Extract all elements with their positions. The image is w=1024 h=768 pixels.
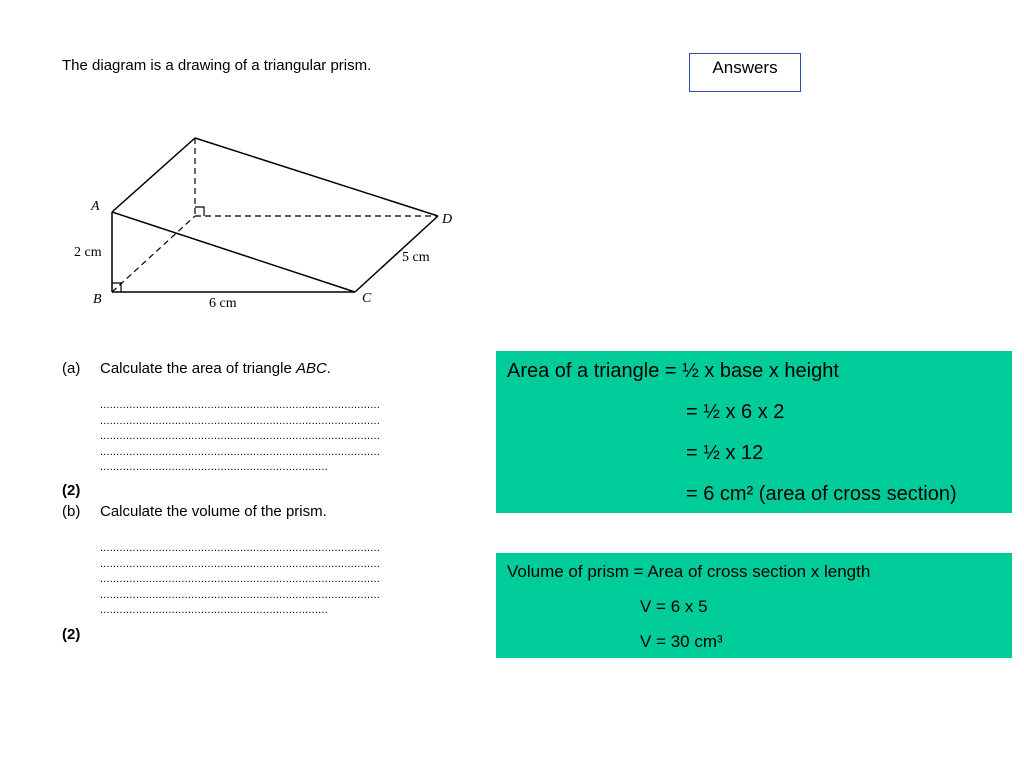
hidden-edge-base <box>112 216 195 292</box>
answer-line: ...................................................................................... <box>100 573 381 585</box>
answer-line: ...................................................................................... <box>100 430 381 442</box>
answer-a-line-3: = ½ x 12 <box>686 442 764 464</box>
question-a-text-end: . <box>326 360 331 377</box>
question-b-number: (b) <box>62 503 81 520</box>
intro-text: The diagram is a drawing of a triangular prism. <box>62 57 372 74</box>
answer-line: ...................................................................................... <box>100 557 381 570</box>
label-b: B <box>93 292 102 307</box>
question-a-number: (a) <box>62 360 81 377</box>
edge-top-left <box>112 138 195 212</box>
right-angle-back-marker <box>195 207 204 216</box>
answer-b-line-1: Volume of prism = Area of cross section x length <box>507 562 871 581</box>
answer-line: ...................................................................................... <box>100 399 381 411</box>
answer-a-box <box>496 351 1012 513</box>
label-d: D <box>442 212 453 227</box>
answer-line: ...................................................................................... <box>100 445 381 458</box>
question-b-text: Calculate the volume of the prism. <box>100 503 327 520</box>
question-a-text <box>100 360 331 377</box>
question-a-marks: (2) <box>62 482 81 499</box>
answer-a-line-1: Area of a triangle = ½ x base x height <box>507 360 839 382</box>
answer-line: ...................................................................................... <box>100 414 381 427</box>
edge-top-slope <box>195 138 438 216</box>
answer-line: ...................................................................... <box>100 461 328 473</box>
label-c: C <box>362 291 372 306</box>
answer-a-line-2: = ½ x 6 x 2 <box>686 401 785 423</box>
edge-ac <box>112 212 355 292</box>
answers-button[interactable]: Answers <box>689 53 801 92</box>
label-a: A <box>91 199 100 214</box>
label-5cm: 5 cm <box>402 250 430 265</box>
answer-b-line-3: V = 30 cm³ <box>640 632 723 651</box>
question-a-triangle-name: ABC <box>295 360 327 377</box>
question-a-answer-lines[interactable] <box>100 398 380 476</box>
question-a-text-main: Calculate the area of triangle <box>100 360 296 377</box>
label-2cm: 2 cm <box>74 245 102 260</box>
answer-line: ...................................................................................... <box>100 542 381 554</box>
answer-line: ...................................................................................... <box>100 588 381 601</box>
answer-b-box <box>496 553 1012 658</box>
answer-a-line-4: = 6 cm² (area of cross section) <box>686 483 957 505</box>
answer-line: ...................................................................... <box>100 604 328 616</box>
question-b-answer-lines[interactable] <box>100 541 380 619</box>
prism-diagram <box>60 128 480 318</box>
answer-b-line-2: V = 6 x 5 <box>640 597 708 616</box>
label-6cm: 6 cm <box>209 296 237 311</box>
question-b-marks: (2) <box>62 626 81 643</box>
